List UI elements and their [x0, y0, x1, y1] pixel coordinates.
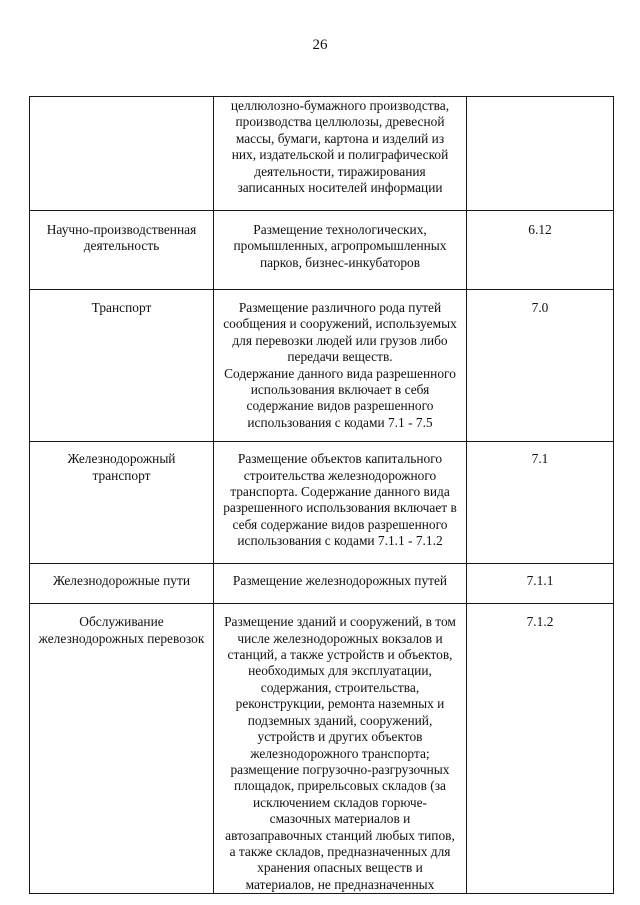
use-name-cell: Обслуживание железнодорожных перевозок: [30, 604, 214, 894]
land-use-table: [29, 96, 614, 894]
table-row: [30, 442, 614, 564]
use-code-cell: [467, 97, 614, 211]
use-description-cell: Размещение технологических, промышленных, агропромышленных парков, бизнес-инкубаторов: [214, 211, 467, 290]
use-name-cell: Транспорт: [30, 290, 214, 442]
use-name-cell: [30, 97, 214, 211]
use-description-cell: целлюлозно-бумажного производства, производства целлюлозы, древесной массы, бумаги, картона и изделий из них, издательской и полиграфической деятельности, тиражирования записанных носителей информации: [214, 97, 467, 211]
use-description-cell: Размещение объектов капитального строительства железнодорожного транспорта. Содержание данного вида разрешенного использования включает в себя содержание видов разрешенного использования с кодами 7.1.1 - 7.1.2: [214, 442, 467, 564]
use-code-cell: 7.1: [467, 442, 614, 564]
table-row: [30, 290, 614, 442]
table-row: [30, 211, 614, 290]
use-code-cell: 7.1.1: [467, 564, 614, 604]
use-name-cell: Железнодорожные пути: [30, 564, 214, 604]
page-number: 26: [312, 37, 328, 53]
use-code-cell: 7.0: [467, 290, 614, 442]
use-description-cell: Размещение железнодорожных путей: [214, 564, 467, 604]
use-name-cell: Железнодорожный транспорт: [30, 442, 214, 564]
use-code-cell: 6.12: [467, 211, 614, 290]
use-name-cell: Научно-производственная деятельность: [30, 211, 214, 290]
use-description-cell: Размещение различного рода путей сообщения и сооружений, используемых для перевозки людей или грузов либо передачи веществ. Содержание данного вида разрешенного использования включает в себя содержание видов разрешенного использования с кодами 7.1 - 7.5: [214, 290, 467, 442]
use-code-cell: 7.1.2: [467, 604, 614, 894]
table-row: [30, 604, 614, 894]
table-row: [30, 564, 614, 604]
table-row: [30, 97, 614, 211]
use-description-cell: Размещение зданий и сооружений, в том числе железнодорожных вокзалов и станций, а также устройств и объектов, необходимых для эксплуатации, содержания, строительства, реконструкции, ремонта наземных и подземных зданий, сооружений, устройств и других объектов железнодорожного транспорта; размещение погрузочно-разгрузочных площадок, прирельсовых складов (за исключением складов горюче- смазочных материалов и автозаправочных станций любых типов, а также складов, предназначенных для хранения опасных веществ и материалов, не предназначенных: [214, 604, 467, 894]
